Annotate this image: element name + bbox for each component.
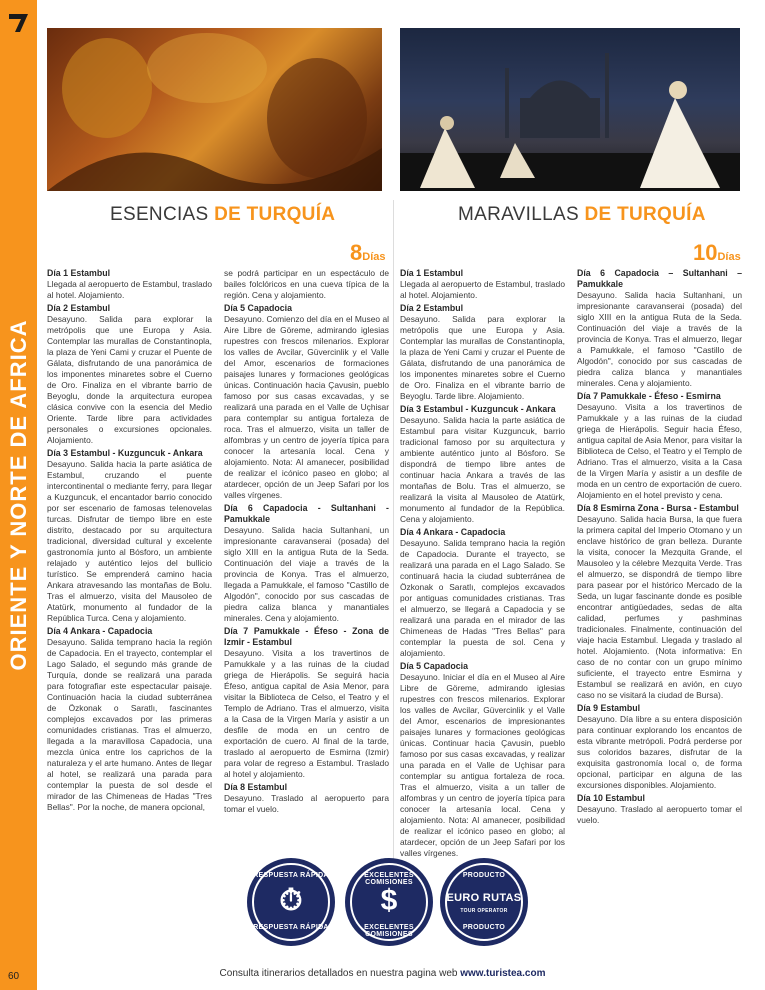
stopwatch-icon: ⏱ <box>279 884 303 917</box>
page-number: 60 <box>8 971 20 982</box>
day-description: Desayuno. Traslado al aeropuerto tomar el vuelo. <box>577 804 742 825</box>
day-heading: Día 3 Estambul - Kuzguncuk - Ankara <box>400 404 556 414</box>
dollar-icon: $ <box>380 884 398 917</box>
day-description: Desayuno. Día libre a su entera disposición para continuar explorando los encantos de esta vibrante metrópoli. Podrá perderse por sus coloridos bazares, disfrutar de la exquisita gastronomía local o, de forma opcional, participar en alguna de las excursiones disponibles. Alojamiento. <box>577 714 742 790</box>
whirling-dervishes-photo <box>400 28 740 191</box>
day-description: Desayuno. Iniciar el día en el Museo al Aire Libre de Göreme, admirando iglesias rupestres con frescos milenarios. Explorar los valles de Avcilar, Güvercinlik y el Valle del Amor, escenarios de impresionantes paisajes lunares y formaciones geológicas únicas. Continuar hacia Çavusin, pueblo famoso por sus casas excavadas, y realizar una parada en el Valle de Uçhisar para contemplar su antigua fortaleza de roca. Tras el almuerzo, visita a un taller de alfombras y un centro de joyería típica para conocer la artesanía local. Cena y alojamiento. Nota: Al amanecer, posibilidad de realizar el icónico paseo en globo; al atardecer, opción de un Jeep Safari por los valles vírgenes. <box>400 672 565 858</box>
day-heading: Día 4 Ankara - Capadocia <box>400 527 506 537</box>
day-description: Desayuno. Salida hacia la parte asiática de Estambul, cruzando el puente intercontinental o mediante ferry, para llegar a Kuzguncuk, el encantador barrio conocido por ser escenario de famosas telenovelas turcas. Disfrutar de tiempo libre en este distrito, destacado por su arquitectura tradicional, diversidad cultural y excelente gastronomía junto al Bósforo, un ambiente relajado y auténtico lejos del bullicio turístico. Se emprenderá camino hacia Ankara atravesando las montañas de Bolu. Tras el almuerzo, visita del Mausoleo de Atatürk, monumento al fundador de la República Turca. Cena y alojamiento. <box>47 459 212 623</box>
left-itinerary-col1 <box>47 268 212 813</box>
day-heading: Día 3 Estambul - Kuzguncuk - Ankara <box>47 448 203 458</box>
day-description: Desayuno. Visita a los travertinos de Pamukkale y a las ruinas de la ciudad griega de Hierápolis. Se seguirá hacia Éfeso, antigua capital de Asia Menor, para visitar la Biblioteca de Celso, el Teatro y el Templo de Adriano. Tras el almuerzo, visita a la Casa de la Virgen María y asistir a un desfile de moda en un centro de exportación de cuero. Al final de la tarde, traslado al aeropuerto de Esmirna (Izmir) para volar de regreso a Estambul. Traslado al hotel y alojamiento. <box>224 648 389 779</box>
day-heading: Día 5 Capadocia <box>224 303 292 313</box>
product-badge: PRODUCTO EURO RUTAS TOUR OPERATOR PRODUCTO <box>440 858 528 946</box>
day-description: Desayuno. Salida hacia Bursa, la que fuera la primera capital del Imperio Otomano y un enclave histórico de gran belleza. Durante la visita, conocer la Mezquita Grande, el Mausoleo y la célebre Mezquita Verde. Tras el almuerzo, se dispondrá de tiempo libre para pasear por el histórico Mercado de la Seda, un lugar fascinante donde es posible encontrar antigüedades, sedas de alta calidad, perfumes y pashminas tradicionales. Finalmente, continuación del viaje hacia Estambul. Llegada y traslado al hotel. Alojamiento. (Nota informativa: En caso de no contar con un grupo mínimo suficiente, el trayecto entre Esmirna y Estambul se realizará en avión, en cuyo caso no se visitará la ciudad de Bursa). <box>577 514 742 700</box>
day-description: Desayuno. Salida temprano hacia la región de Capadocia. En el trayecto, contemplar el Lago Salado, el segundo más grande de Turquía, donde se realizará una parada para fotografiar este espectacular paisaje. Continuación hacia la ciudad subterránea de Özkonak o Saratlı, fascinantes complejos excavados por las primeras comunidades cristianas. Tras el almuerzo, llegada a la maravillosa Capadocia, una mezcla única entre los caprichos de la naturaleza y el arte humano. Antes de llegar al hotel, se realizará una parada para contemplar la puesta de sol desde el mirador de las Chimeneas de Hadas "Tres Bellas". Por la noche, de manera opcional, <box>47 637 212 812</box>
commissions-badge: EXCELENTES COMISIONES $ EXCELENTES COMISIONES <box>345 858 433 946</box>
footer: Consulta itinerarios detallados en nuestra pagina web www.turistea.com <box>219 968 546 979</box>
right-itinerary-col1 <box>400 268 565 859</box>
left-itinerary-col2 <box>224 268 389 815</box>
column-divider <box>393 200 394 865</box>
day-heading: Día 8 Esmirna Zona - Bursa - Estambul <box>577 503 739 513</box>
right-days-badge: 10Días <box>693 240 741 265</box>
left-days-badge: 8Días <box>350 240 386 265</box>
right-itinerary-col2 <box>577 268 742 826</box>
day-description: Desayuno. Salida hacia Sultanhani, un impresionante caravanserai (posada) del siglo XIII en la antigua Ruta de la Seda. Continuación del viaje a través de la provincia de Konya. Tras el almuerzo, llegada a Pamukkale, el famoso "Castillo de Algodón", conocido por sus cascadas de piedra caliza blanca y manantiales minerales. Cena y alojamiento. <box>224 525 389 623</box>
website-link[interactable]: www.turistea.com <box>460 968 546 979</box>
brand-logo-icon <box>6 10 32 36</box>
fast-response-badge: RESPUESTA RÁPIDA ⏱ RESPUESTA RÁPIDA <box>247 858 335 946</box>
day-heading: Día 1 Estambul <box>400 268 464 278</box>
day-heading: Día 2 Estambul <box>47 303 111 313</box>
day-description: se podrá participar en un espectáculo de bailes folclóricos en una cueva típica de la región. Cena y alojamiento. <box>224 268 389 300</box>
day-heading: Día 10 Estambul <box>577 793 645 803</box>
day-description: Desayuno. Salida temprano hacia la región de Capadocia. Durante el trayecto, se realizará una parada en el Lago Salado. Se continuará hacia la ciudad subterránea de Özkonak o Saratlı, complejos excavados por antiguas comunidades cristianas. Tras el almuerzo, se llegará a Capadocia y se realizará una parada en el mirador de las Chimeneas de Hadas "Tres Bellas" para contemplar la puesta de sol. Cena y alojamiento. <box>400 538 565 658</box>
fresco-illustration <box>47 28 382 191</box>
dervish-illustration <box>400 28 740 191</box>
day-heading: Día 4 Ankara - Capadocia <box>47 626 153 636</box>
left-section-title: ESENCIAS DE TURQUÍA <box>110 204 336 225</box>
cappadocia-fresco-photo <box>47 28 382 191</box>
day-description: Desayuno. Comienzo del día en el Museo al Aire Libre de Göreme, admirando iglesias rupestres con frescos milenarios. Explorar los valles de Avcilar, Güvercinlik y el Valle del Amor, escenarios de formaciones paisajes lunares y formaciones geológicas únicas. Continuación hacia Çavusin, pueblo famoso por sus casas excavadas, y se realizará una parada en el Valle de Uçhisar para contemplar su antigua fortaleza de roca. Tras el almuerzo, visita un taller de alfombras y un centro de joyería típica para conocer la artesanía local. Cena y alojamiento. Nota: Al amanecer, posibilidad de realizar el icónico paseo en globo; al atardecer, opción de un Jeep Safari por los valles vírgenes. <box>224 314 389 500</box>
day-description: Desayuno. Visita a los travertinos de Pamukkale y a las ruinas de la ciudad griega de Hierápolis. Seguir hacia Éfeso, antigua capital de Asia Menor, para visitar la Biblioteca de Celso, el Teatro y el Templo de Adriano. Tras el almuerzo, visita a la Casa de la Virgen María y asistir a un desfile de moda en un centro de exportación de cuero. Alojamiento en el hotel previsto y cena. <box>577 402 742 500</box>
day-heading: Día 8 Estambul <box>224 782 288 792</box>
day-description: Desayuno. Salida hacia la parte asiática de Estambul para visitar Kuzguncuk, barrio tradicional famoso por su arquitectura y ambiente auténtico junto al Bósforo. Se dispondrá de tiempo libre antes de continuar hacia Ankara a través de las montañas de Bolu. Tras el almuerzo, se realizará la visita al Mausoleo de Atatürk, monumento al fundador de la República. Cena y alojamiento. <box>400 415 565 524</box>
day-heading: Día 6 Capadocia - Sultanhani - Pamukkale <box>224 503 389 524</box>
day-heading: Día 5 Capadocia <box>400 661 468 671</box>
day-heading: Día 2 Estambul <box>400 303 464 313</box>
day-heading: Día 6 Capadocia – Sultanhani – Pamukkale <box>577 268 742 289</box>
day-description: Desayuno. Salida hacia Sultanhani, un impresionante caravanserai (posada) del siglo XIII en la antigua Ruta de la Seda. Continuación del viaje a través de la provincia de Konya. Tras el almuerzo, llegar a Pamukkale, el famoso "Castillo de Algodón", conocido por sus cascadas de piedra caliza blanca y manantiales minerales. Cena y alojamiento. <box>577 290 742 388</box>
day-heading: Día 7 Pamukkale - Éfeso - Esmirna <box>577 391 721 401</box>
day-description: Desayuno. Salida para explorar la metrópolis que une Europa y Asia. Contemplar las murallas de Constantinopla, la plaza de Yeni Cami y cruzar el Puente de Gálata, disfrutando de una panorámica de los imponentes minaretes sobre el Cuerno de Oro. Finaliza en el vibrante barrio de Beyoglu. Tarde libre. Alojamiento. <box>400 314 565 401</box>
day-heading: Día 7 Pamukkale - Éfeso - Zona de Izmir - Estambul <box>224 626 389 647</box>
day-description: Llegada al aeropuerto de Estambul, traslado al hotel. Alojamiento. <box>47 279 212 300</box>
day-description: Desayuno. Traslado al aeropuerto para tomar el vuelo. <box>224 793 389 814</box>
day-description: Llegada al aeropuerto de Estambul, traslado al hotel. Alojamiento. <box>400 279 565 300</box>
eurorutas-logo: EURO RUTAS <box>446 892 522 904</box>
right-section-title: MARAVILLAS DE TURQUÍA <box>458 204 706 225</box>
day-heading: Día 1 Estambul <box>47 268 111 278</box>
day-heading: Día 9 Estambul <box>577 703 641 713</box>
sidebar: ORIENTE Y NORTE DE AFRICA 60 <box>0 0 37 990</box>
day-description: Desayuno. Salida para explorar la metrópolis que une Europa y Asia. Contemplar las murallas de Constantinopla, la plaza de Yeni Cami y cruzar el Puente de Gálata, disfrutando de una panorámica de los imponentes minaretes sobre el Cuerno de Oro. Finaliza en el vibrante barrio de Beyoglu, donde la arquitectura europea clásica convive con la esencia del Medio Oriente. Tarde libre para actividades personales o excursiones opcionales. Alojamiento. <box>47 314 212 445</box>
